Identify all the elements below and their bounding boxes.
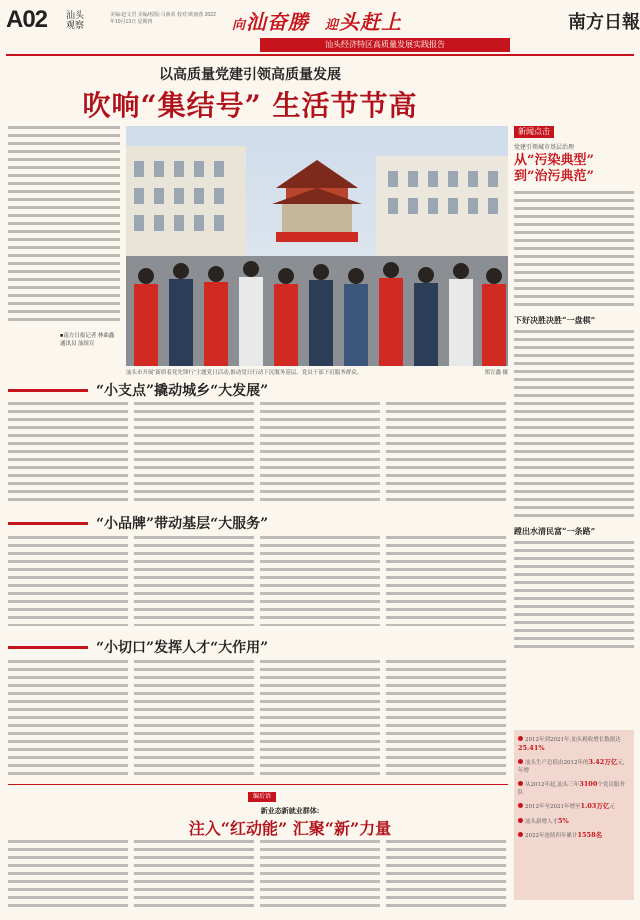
section3-bar-left	[8, 646, 88, 649]
section-label	[66, 10, 84, 30]
slogan-part3: 迎	[324, 18, 339, 33]
section-label-line1: 汕头	[66, 10, 85, 20]
stat-item: 汕头新增人才5%	[518, 818, 630, 827]
stat-item: 2012年到2021年,汕头税收增长数据达25.41%	[518, 737, 621, 752]
main-photo	[126, 126, 508, 366]
page-number: A02	[6, 6, 48, 33]
bottom-col3	[260, 840, 380, 910]
bottom-col1	[8, 840, 128, 910]
stats-box	[514, 730, 634, 900]
slogan-part2: 汕奋勝	[246, 10, 310, 34]
photo-scene	[126, 126, 508, 366]
stat-item: 汕头生产总值由2012年的3.42万亿元,年增	[518, 758, 625, 774]
article-subtitle: 以高质量党建引领高质量发展	[159, 67, 341, 83]
sidebar-title-line2: 到“治污典范”	[514, 169, 594, 184]
section2-title: “小品牌”带动基层“大服务”	[96, 516, 269, 532]
slogan-part4: 头赶上	[338, 10, 402, 34]
sidebar-text1	[514, 191, 634, 309]
sidebar-tag: 新闻点击	[514, 126, 554, 138]
stat-item: 从2012年起,汕头三年3100个党员服务队	[518, 780, 625, 796]
section3-col1	[8, 660, 128, 780]
sidebar	[514, 126, 634, 651]
newspaper-logo: 南方日報	[568, 12, 640, 33]
stat-item: 2012年至2021年增至1.03万亿元	[518, 803, 630, 812]
page-meta: 美编:赵文君 美编/校版:马素苗 校对:欧丽蓉 2022年10月13日 星期四	[110, 12, 216, 25]
bottom-rule	[8, 784, 508, 785]
sidebar-section2-title: 蹚出水清民富“一条路”	[514, 526, 596, 536]
section1-col4	[386, 402, 506, 502]
section2-col1	[8, 536, 128, 626]
sidebar-title-line1: 从“污染典型”	[514, 153, 594, 168]
section1-title: “小支点”撬动城乡“大发展”	[96, 383, 269, 399]
bottom-tag: 编后语	[248, 792, 276, 802]
bottom-col4	[386, 840, 506, 910]
section3-col3	[260, 660, 380, 780]
byline-line1: ■南方日报记者 林曲鑫	[60, 333, 115, 339]
byline-line2: 通讯员 汕组宣	[60, 341, 95, 347]
section2-col2	[134, 536, 254, 626]
sidebar-text3	[514, 541, 634, 651]
section3-col2	[134, 660, 254, 780]
section3-col4	[386, 660, 506, 780]
slogan	[232, 6, 402, 35]
article-byline	[60, 332, 120, 348]
slogan-part1: 向	[232, 18, 247, 33]
series-banner: 汕头经济特区高质量发展实践报告	[260, 38, 510, 52]
caption-text: 汕头市开展“新质着党先锋行”主题党日活动,推动党日行动下沉服务基层、党员干部下沉服务群众。	[126, 370, 363, 376]
section2-col4	[386, 536, 506, 626]
bullet-dot-icon	[518, 832, 523, 837]
sidebar-text2	[514, 330, 634, 520]
bottom-subtitle: 新业态新就业群体:	[260, 806, 320, 815]
bottom-headline: 注入“红动能” 汇聚“新”力量	[188, 819, 392, 838]
stat-item: 2022年连续四年累计1558名	[518, 832, 630, 841]
header-rule	[6, 54, 634, 56]
bullet-dot-icon	[518, 781, 523, 786]
bullet-dot-icon	[518, 759, 523, 764]
sidebar-kicker: 党建引领城市基层治理	[514, 145, 575, 151]
section1-col1	[8, 402, 128, 502]
bullet-dot-icon	[518, 803, 523, 808]
bullet-dot-icon	[518, 818, 523, 823]
section1-col2	[134, 402, 254, 502]
section1-col3	[260, 402, 380, 502]
intro-text	[8, 126, 120, 326]
sidebar-section1-title: 下好决胜决胜“一盘棋”	[514, 315, 596, 325]
section2-bar-left	[8, 522, 88, 525]
section1-bar-left	[8, 389, 88, 392]
section2-col3	[260, 536, 380, 626]
section-label-line2: 观察	[66, 20, 85, 30]
photo-credit: 郑宣鑫 摄	[484, 370, 508, 376]
section3-title: “小切口”发挥人才“大作用”	[96, 640, 269, 656]
bottom-col2	[134, 840, 254, 910]
bullet-dot-icon	[518, 736, 523, 741]
photo-caption	[126, 368, 508, 376]
article-headline: 吹响“集结号” 生活节节高	[82, 89, 418, 122]
